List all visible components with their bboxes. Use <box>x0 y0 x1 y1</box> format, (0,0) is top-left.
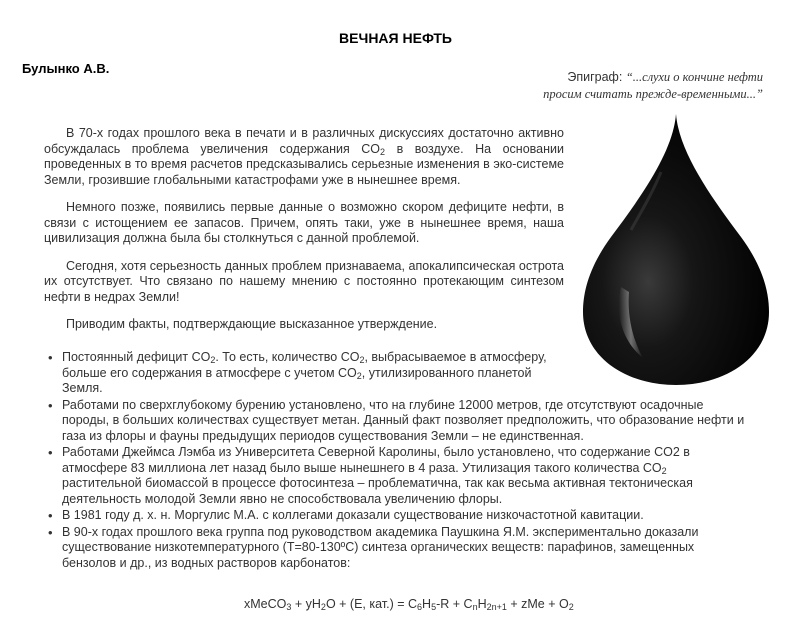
page-title: ВЕЧНАЯ НЕФТЬ <box>339 30 452 46</box>
list-item: • Постоянный дефицит $CO_2$. То есть, количество $CO_2$, выбрасываемое в атмосферу, больше его содержания в атмосфере с учетом $CO_2$, утилизированного планетой Земля. <box>48 350 552 397</box>
list-item: • В 90-х годах прошлого века группа под руководством академика Паушкина Я.М. экспериментально доказали существование низкотемпературного (T=80-130ºC) синтеза органических веществ: парафинов, замещенных бензолов и др., из водных растворов карбонатов: <box>48 525 748 572</box>
paragraph-4: Приводим факты, подтверждающие высказанное утверждение. <box>66 317 438 331</box>
facts-list <box>48 350 748 572</box>
author-name: Булынко А.В. <box>22 61 110 76</box>
paragraph-2: Немного позже, появились первые данные о возможно скором дефиците нефти, в связи с истощением ее запасов. Причем, опять таки, уже в нынешнее время, наша цивилизация должна была бы столкнуться с данной проблемой. <box>44 200 564 245</box>
list-item: • В 1981 году д. х. н. Моргулис М.А. с коллегами доказали существование низкочастотной кавитации. <box>48 508 748 524</box>
article-body <box>44 126 564 345</box>
list-item: • Работами по сверхглубокому бурению установлено, что на глубине 12000 метров, где отсутствуют осадочные породы, в больших количествах существует метан. Данный факт позволяет предположить, что образование нефти и газа из флоры и фауны предыдущих периодов существования Земли – не единственная. <box>48 398 748 445</box>
epigraph <box>463 69 763 103</box>
paragraph-1: В 70-х годах прошлого века в печати и в различных дискуссиях достаточно активно обсуждалась проблема увеличения содержания $CO_2$ в воздухе. На основании проведенных в то время расчетов предсказывались серьезные изменения в эко-системе Земли, грозившие глобальными катастрофами уже в нынешнее время. <box>44 126 564 187</box>
epigraph-quote-line-2: просим считать прежде-временными...” <box>543 87 763 101</box>
oil-drop-image <box>581 112 771 387</box>
chemical-formula: xMeCO$_3$ + $yH_2O + (E$, $кат.) = C_6H_5-R + C_nH_{2n+1}$ + zMe + $O_2$ <box>244 597 574 612</box>
epigraph-quote-line-1: “...слухи о кончине нефти <box>625 70 763 84</box>
epigraph-label: Эпиграф: <box>567 70 623 84</box>
list-item: • Работами Джеймса Лэмба из Университета Северной Каролины, было установлено, что содержание CO2 в атмосфере 83 миллиона лет назад было выше нынешнего в 4 раза. Утилизация такого количества $CO_2$ растительной биомассой в процессе фотосинтеза – проблематична, так как весьма активная тектоническая деятельность молодой Земли явно не способствовала увеличению флоры. <box>48 445 748 507</box>
epigraph-line-1 <box>463 69 763 86</box>
paragraph-3: Сегодня, хотя серьезность данных проблем признаваема, апокалипсическая острота их отсутствует. Что связано по нашему мнению с постоянно протекающим синтезом нефти в недрах Земли! <box>44 258 564 304</box>
